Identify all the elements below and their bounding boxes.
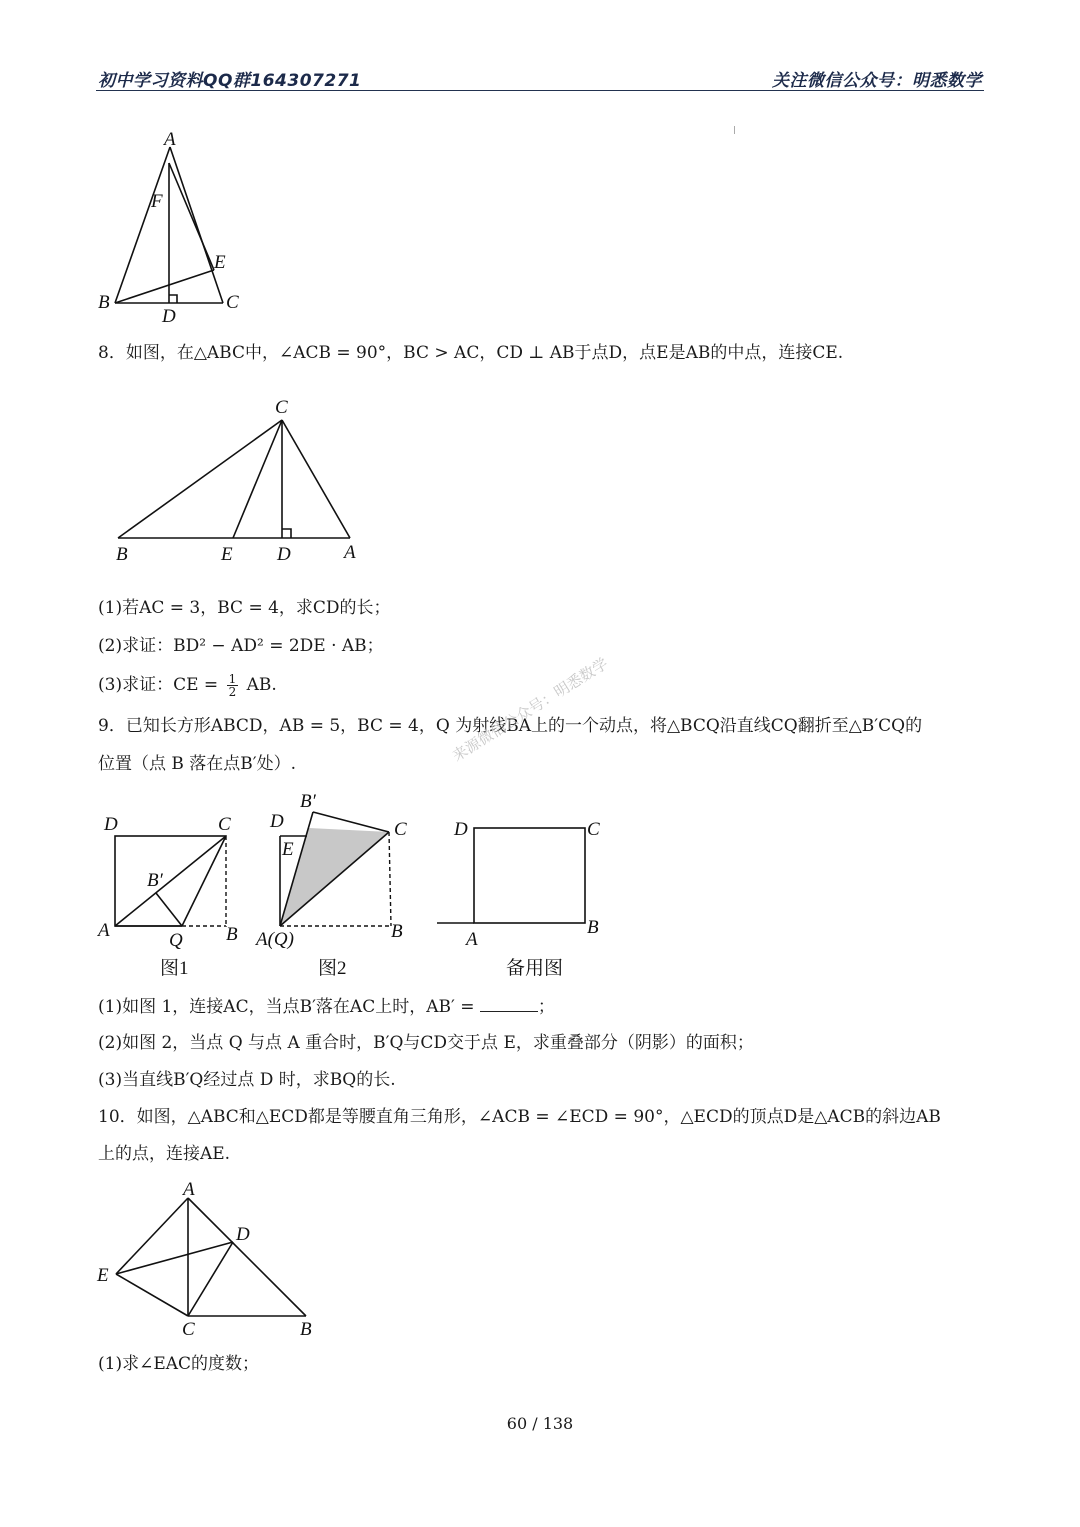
q8-part3-fraction	[227, 673, 239, 698]
q9f1-line-QBp	[156, 893, 182, 926]
q8-label-A: A	[344, 542, 356, 563]
q8-label-D: D	[277, 544, 291, 565]
q8-label-E: E	[221, 544, 233, 565]
q9f2-label-C: C	[394, 819, 407, 840]
q9f1-line-QC	[182, 836, 226, 926]
q8-part3-frac-den: 2	[228, 685, 237, 699]
q9f3-label-C: C	[587, 819, 600, 840]
q8-label-B: B	[116, 544, 128, 565]
q10-label-A: A	[183, 1179, 195, 1200]
q9f1-label-C: C	[218, 814, 231, 835]
q7-line-BE	[115, 270, 214, 303]
header-left-text: 初中学习资料QQ群164307271	[98, 71, 362, 91]
figure-q9-2	[252, 785, 432, 983]
q7-label-A: A	[164, 129, 176, 150]
q9f3-caption: 备用图	[506, 958, 564, 979]
q9f2-label-AQ: A(Q)	[256, 929, 294, 950]
q10-label-E: E	[97, 1265, 109, 1286]
q7-right-angle-mark	[169, 295, 177, 303]
watermark: 来源微信公众号：明悉数学	[449, 654, 612, 765]
q9f3-label-D: D	[454, 819, 468, 840]
q8-stem: 8．如图，在△ABC中，∠ACB = 90°，BC > AC，CD ⊥ AB于点D，点E是AB的中点，连接CE.	[98, 343, 844, 363]
q10-stem-line2: 上的点，连接AE.	[98, 1144, 231, 1164]
q10-line-AB	[188, 1198, 306, 1316]
q8-part3-suffix: AB.	[246, 675, 277, 695]
q10-label-D: D	[236, 1224, 250, 1245]
q7-label-F: F	[151, 191, 163, 212]
q9f1-label-Q: Q	[169, 930, 183, 951]
q7-line-FE	[169, 163, 214, 270]
q9-part1-answer-blank[interactable]	[480, 993, 538, 1012]
header-right-text: 关注微信公众号：明悉数学	[772, 71, 982, 91]
q10-line-ED	[116, 1242, 233, 1274]
q10-line-EC	[116, 1274, 188, 1316]
q9f2-dashed-CB	[389, 832, 391, 926]
q7-label-D: D	[162, 306, 176, 327]
q9f1-label-A: A	[98, 920, 110, 941]
q9f2-label-D: D	[270, 811, 284, 832]
q9-part1-suffix: ；	[537, 997, 555, 1017]
q9f2-label-E: E	[282, 839, 294, 860]
q9f2-caption: 图2	[318, 958, 347, 979]
figure-q9-1	[92, 808, 252, 983]
q8-line-CA	[282, 420, 350, 538]
q8-part2: (2)求证：BD² − AD² = 2DE · AB；	[98, 636, 384, 656]
q9-stem-line2: 位置（点 B 落在点B′处）.	[98, 754, 297, 774]
header-divider	[96, 90, 984, 91]
q7-label-C: C	[226, 292, 239, 313]
q10-line-EA	[116, 1198, 188, 1274]
q9f1-label-Bp: B′	[147, 870, 163, 891]
q9-part1	[98, 993, 555, 1020]
figure-q10	[90, 1178, 330, 1343]
q8-right-angle-mark	[282, 529, 291, 538]
q9f3-label-A: A	[466, 929, 478, 950]
q9f1-label-B: B	[226, 924, 238, 945]
q8-part3	[98, 672, 277, 698]
q9-part3: (3)当直线B′Q经过点 D 时，求BQ的长.	[98, 1070, 396, 1090]
q7-label-B: B	[98, 292, 110, 313]
q9-stem-line1: 9．已知长方形ABCD，AB = 5，BC = 4，Q 为射线BA上的一个动点，将△BCQ沿直线CQ翻折至△B′CQ的	[98, 716, 923, 736]
q8-part1: (1)若AC = 3，BC = 4，求CD的长；	[98, 598, 391, 618]
q7-line-AB	[115, 147, 170, 303]
q9f2-label-B: B	[391, 921, 403, 942]
q7-line-AC	[170, 147, 223, 303]
q9-part2: (2)如图 2，当点 Q 与点 A 重合时，B′Q与CD交于点 E，求重叠部分（阴影）的面积；	[98, 1033, 754, 1053]
figure-q7	[90, 125, 260, 330]
q10-stem-line1: 10．如图，△ABC和△ECD都是等腰直角三角形，∠ACB = ∠ECD = 90°，△ECD的顶点D是△ACB的斜边AB	[98, 1107, 941, 1127]
q9f3-rectangle	[474, 828, 585, 923]
scan-mark	[734, 126, 735, 134]
page-number: 60 / 138	[506, 1414, 574, 1433]
q10-part1: (1)求∠EAC的度数；	[98, 1354, 260, 1374]
q9f1-caption: 图1	[160, 958, 189, 979]
figure-q9-backup	[432, 808, 622, 983]
figure-q8	[100, 390, 380, 570]
q8-part3-prefix: (3)求证：CE =	[98, 675, 219, 695]
q10-label-C: C	[182, 1319, 195, 1340]
q10-label-B: B	[300, 1319, 312, 1340]
q7-label-E: E	[214, 252, 226, 273]
q9-part1-prefix: (1)如图 1，连接AC，当点B′落在AC上时，AB′ =	[98, 997, 475, 1017]
q9f1-label-D: D	[104, 814, 118, 835]
q9f3-label-B: B	[587, 917, 599, 938]
q8-part3-frac-num: 1	[228, 672, 237, 686]
q9f2-label-Bp: B′	[300, 791, 316, 812]
q8-label-C: C	[275, 397, 288, 418]
